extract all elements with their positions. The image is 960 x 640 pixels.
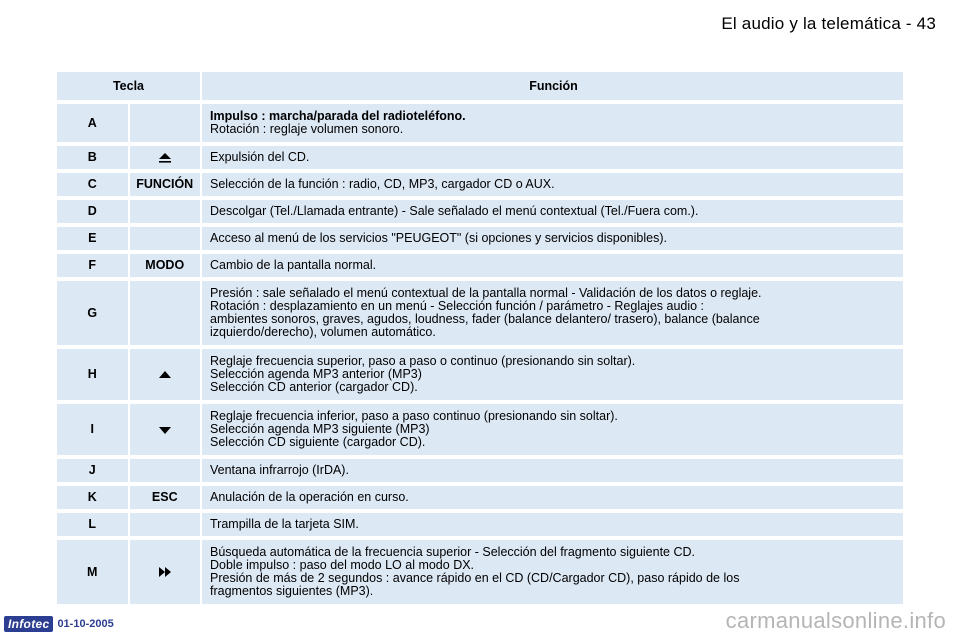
key-letter: L [57,513,130,536]
function-line: izquierdo/derecho), volumen automático. [210,325,436,339]
key-name: MODO [130,254,203,277]
key-letter: M [57,540,130,604]
key-name [130,513,203,536]
table-row [57,281,903,345]
footer [4,616,114,632]
key-letter: D [57,200,130,223]
key-letter: A [57,104,130,142]
function-line: Reglaje frecuencia inferior, paso a paso continuo (presionando sin soltar). [210,409,618,423]
key-letter: B [57,146,130,169]
function-description [202,173,903,196]
table-row [57,459,903,482]
function-line: Selección agenda MP3 siguiente (MP3) [210,422,430,436]
function-line: Selección CD siguiente (cargador CD). [210,435,426,449]
key-name [130,281,203,345]
key-function-table [57,68,903,608]
function-line: Búsqueda automática de la frecuencia superior - Selección del fragmento siguiente CD. [210,545,695,559]
key-name [130,404,203,455]
page-title: El audio y la telemática - 43 [721,14,936,33]
function-description [202,104,903,142]
infotec-logo: Infotec [4,616,53,632]
function-line: Descolgar (Tel./Llamada entrante) - Sale señalado el menú contextual (Tel./Fuera com.). [210,204,699,218]
function-line: Cambio de la pantalla normal. [210,258,377,272]
table-row [57,254,903,277]
function-description [202,254,903,277]
key-name [130,459,203,482]
function-description [202,513,903,536]
key-name: FUNCIÓN [130,173,203,196]
function-description [202,404,903,455]
key-letter: I [57,404,130,455]
table-header-row [57,72,903,100]
function-line: Acceso al menú de los servicios "PEUGEOT" (si opciones y servicios disponibles). [210,231,667,245]
function-line: Selección CD anterior (cargador CD). [210,380,418,394]
footer-date: 01-10-2005 [57,618,114,630]
function-description [202,540,903,604]
key-letter: F [57,254,130,277]
key-letter: C [57,173,130,196]
table-row [57,349,903,400]
function-line: Expulsión del CD. [210,150,310,164]
function-line: Rotación : reglaje volumen sonoro. [210,122,404,136]
table-row [57,513,903,536]
function-line: Presión de más de 2 segundos : avance rápido en el CD (CD/Cargador CD), paso rápido de los [210,571,740,585]
function-line: Trampilla de la tarjeta SIM. [210,517,359,531]
function-description [202,146,903,169]
eject-icon [130,153,201,163]
function-description [202,281,903,345]
arrow-down-icon [130,426,201,434]
arrow-up-icon [130,371,201,379]
table-row [57,104,903,142]
function-description [202,200,903,223]
table-row [57,146,903,169]
key-name [130,227,203,250]
key-letter: E [57,227,130,250]
key-letter: K [57,486,130,509]
function-line: fragmentos siguientes (MP3). [210,584,374,598]
key-name [130,200,203,223]
function-line: Selección agenda MP3 anterior (MP3) [210,367,422,381]
table-body [57,104,903,604]
column-header-key: Tecla [57,72,202,100]
table-row [57,404,903,455]
function-description [202,227,903,250]
fast-forward-icon [130,567,201,577]
function-line: Reglaje frecuencia superior, paso a paso o continuo (presionando sin soltar). [210,354,636,368]
function-line: Selección de la función : radio, CD, MP3, cargador CD o AUX. [210,177,555,191]
function-line: Doble impulso : paso del modo LO al modo DX. [210,558,475,572]
function-line: Ventana infrarrojo (IrDA). [210,463,349,477]
table-row [57,200,903,223]
column-header-function: Función [202,72,903,100]
function-description [202,486,903,509]
key-name [130,104,203,142]
key-name: ESC [130,486,203,509]
function-line: Rotación : desplazamiento en un menú - Selección función / parámetro - Reglajes audio : [210,299,705,313]
key-letter: G [57,281,130,345]
key-name [130,540,203,604]
function-line: Impulso : marcha/parada del radioteléfono. [210,109,466,123]
table-row [57,486,903,509]
function-line: ambientes sonoros, graves, agudos, loudness, fader (balance delantero/ trasero), balance (balance [210,312,760,326]
function-description [202,349,903,400]
key-name [130,349,203,400]
function-description [202,459,903,482]
table-row [57,227,903,250]
function-line: Anulación de la operación en curso. [210,490,409,504]
key-name [130,146,203,169]
table-row [57,173,903,196]
table-row [57,540,903,604]
key-letter: H [57,349,130,400]
watermark: carmanualsonline.info [725,608,946,633]
key-letter: J [57,459,130,482]
function-line: Presión : sale señalado el menú contextual de la pantalla normal - Validación de los datos o reglaje. [210,286,762,300]
